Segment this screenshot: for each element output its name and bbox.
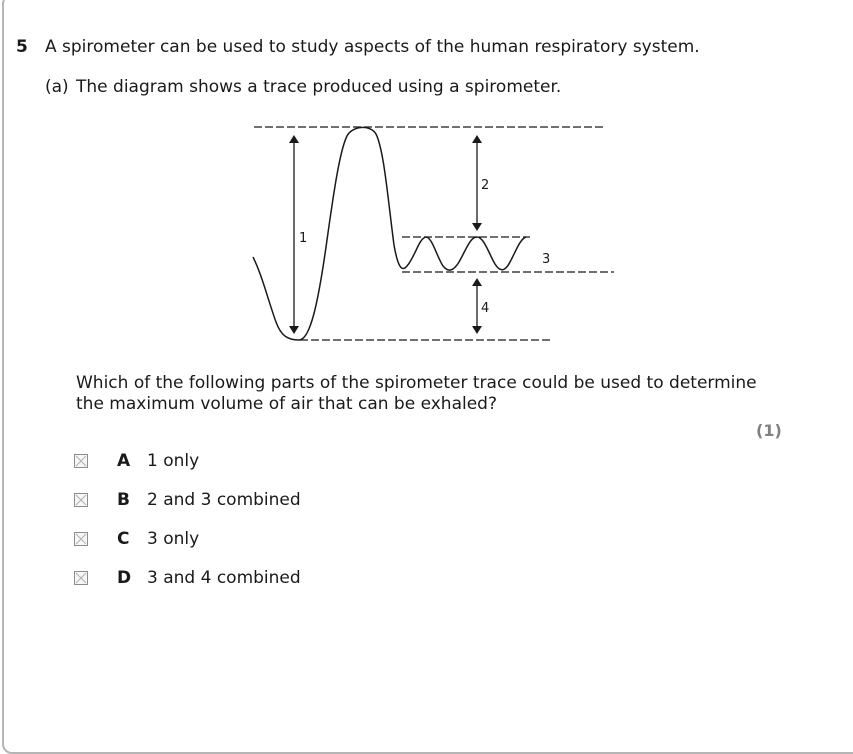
option-a[interactable] — [74, 450, 199, 472]
spirometer-trace-diagram — [0, 0, 853, 370]
question-stem: A spirometer can be used to study aspects of the human respiratory system. — [45, 37, 700, 57]
checkbox-icon[interactable] — [74, 532, 88, 546]
diagram-label-4: 4 — [481, 301, 490, 316]
part-text: The diagram shows a trace produced using a spirometer. — [76, 77, 562, 97]
checkbox-icon[interactable] — [74, 454, 88, 468]
option-text: 3 and 4 combined — [147, 568, 301, 588]
option-letter: D — [117, 568, 132, 588]
diagram-label-2: 2 — [481, 178, 490, 193]
option-letter: A — [117, 451, 131, 471]
diagram-label-3: 3 — [542, 252, 551, 267]
option-letter: B — [117, 490, 130, 510]
checkbox-icon[interactable] — [74, 571, 88, 585]
option-text: 1 only — [147, 451, 200, 471]
question-number: 5 — [16, 37, 28, 57]
option-text: 2 and 3 combined — [147, 490, 301, 510]
marks-indicator: (1) — [756, 421, 782, 440]
part-label: (a) — [45, 77, 69, 97]
option-c[interactable] — [74, 528, 199, 550]
diagram-label-1: 1 — [299, 231, 308, 246]
option-b[interactable] — [74, 489, 301, 511]
option-letter: C — [117, 529, 130, 549]
question-prompt: Which of the following parts of the spirometer trace could be used to determine the maximum volume of air that can be exhaled? — [76, 373, 757, 414]
option-text: 3 only — [147, 529, 200, 549]
option-d[interactable] — [74, 567, 301, 589]
checkbox-icon[interactable] — [74, 493, 88, 507]
